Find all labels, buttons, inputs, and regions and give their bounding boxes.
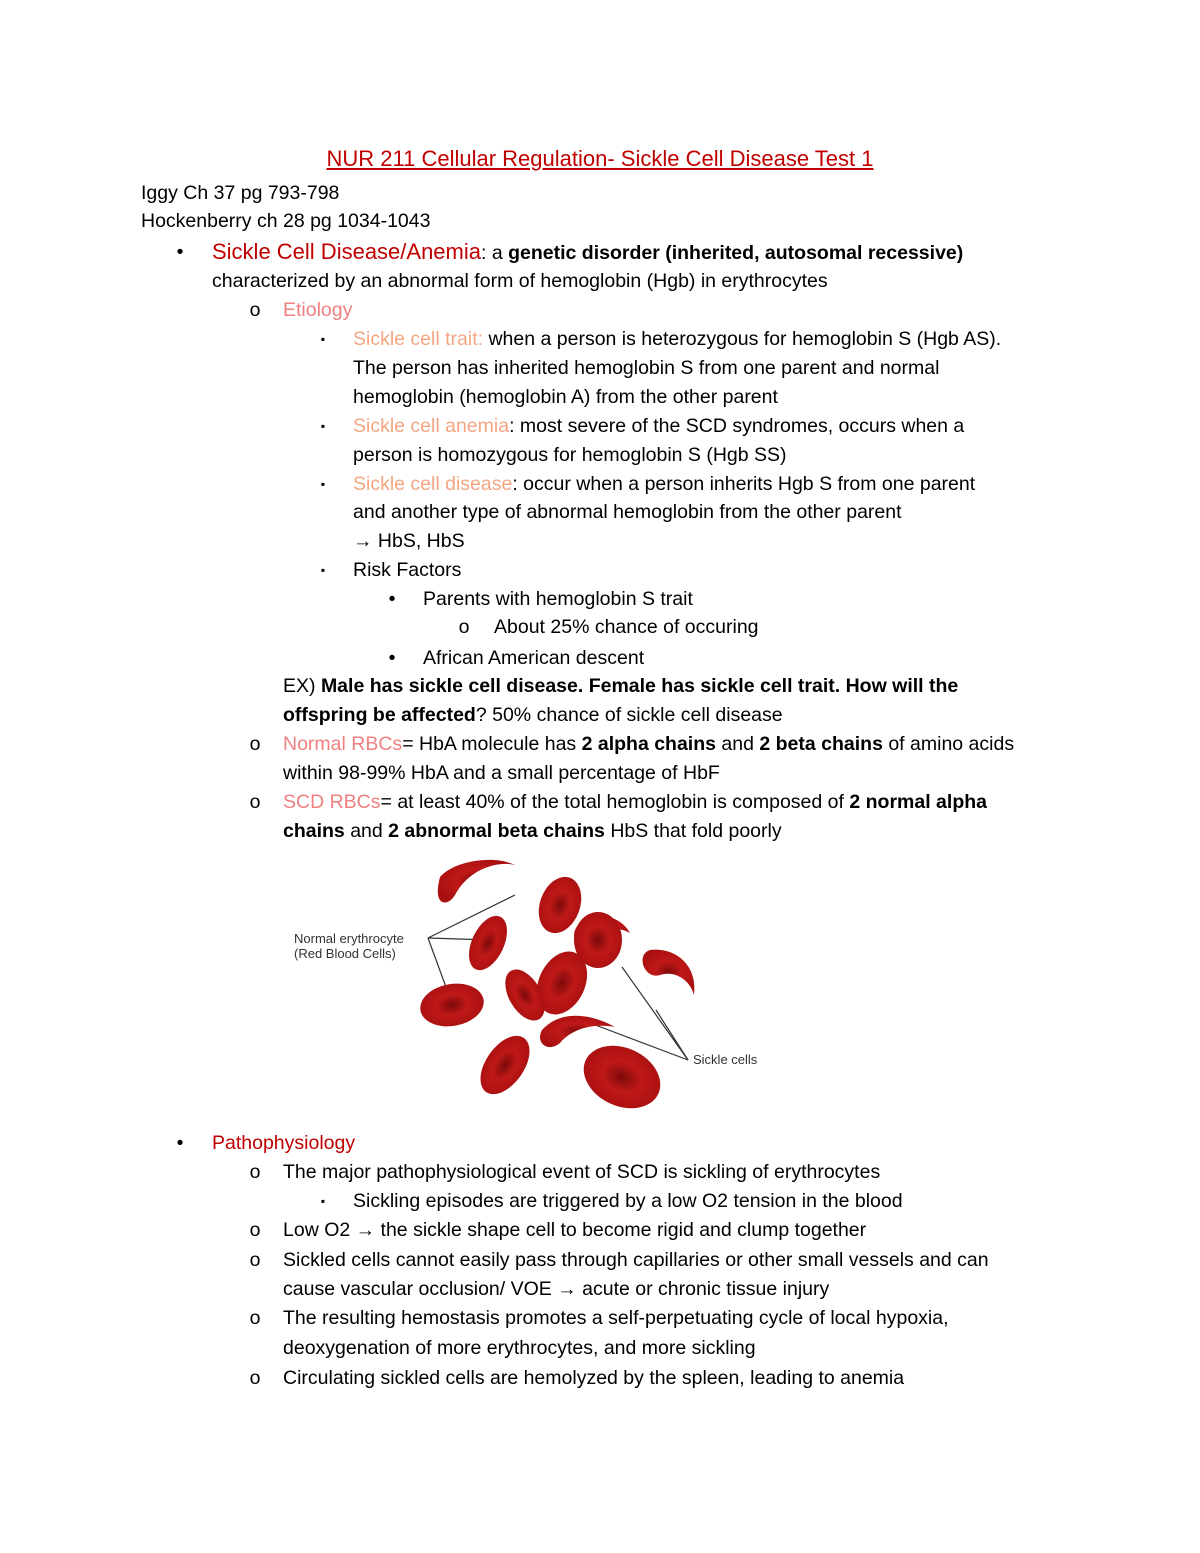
sickle-cells-label: Sickle cells: [693, 1052, 758, 1067]
circle-marker: o: [249, 1367, 261, 1389]
circle-marker: o: [249, 1249, 261, 1271]
patho-point-4: The resulting hemostasis promotes a self-perpetuating cycle of local hypoxia,: [283, 1307, 949, 1329]
disease-line-2: and another type of abnormal hemoglobin from the other parent: [353, 501, 902, 523]
square-marker: ▪: [320, 332, 326, 346]
sickle-cell: [540, 1016, 615, 1047]
trait-line-1: Sickle cell trait: when a person is heterozygous for hemoglobin S (Hgb AS).: [353, 328, 1002, 350]
circle-marker: o: [249, 299, 261, 321]
scd-rbc-line-1: SCD RBCs= at least 40% of the total hemoglobin is composed of 2 normal alpha: [283, 791, 987, 813]
risk-factor-1a: About 25% chance of occuring: [494, 616, 759, 638]
patho-point-4-cont: deoxygenation of more erythrocytes, and more sickling: [283, 1337, 756, 1359]
circle-marker: o: [249, 1219, 261, 1241]
bullet-marker: •: [176, 1132, 184, 1154]
arrow-icon: →: [353, 530, 373, 552]
example-line-1: EX) Male has sickle cell disease. Female has sickle cell trait. How will the: [283, 675, 959, 697]
bullet-marker: •: [388, 647, 396, 669]
patho-point-2: Low O2 → the sickle shape cell to become rigid and clump together: [283, 1219, 867, 1241]
circle-marker: o: [249, 1307, 261, 1329]
normal-erythrocyte: [461, 910, 515, 976]
square-marker: ▪: [320, 477, 326, 491]
patho-point-3: Sickled cells cannot easily pass through capillaries or other small vessels and can: [283, 1249, 989, 1271]
scd-term: Sickle Cell Disease/Anemia: [212, 239, 481, 264]
circle-marker: o: [249, 791, 261, 813]
patho-point-1a: Sickling episodes are triggered by a low O2 tension in the blood: [353, 1190, 903, 1212]
square-marker: ▪: [320, 563, 326, 577]
anemia-line-1: Sickle cell anemia: most severe of the SCD syndromes, occurs when a: [353, 415, 965, 437]
scd-definition: Sickle Cell Disease/Anemia: a genetic disorder (inherited, autosomal recessive): [212, 239, 964, 264]
trait-line-3: hemoglobin (hemoglobin A) from the other parent: [353, 386, 778, 408]
patho-heading: Pathophysiology: [212, 1132, 356, 1154]
ref-iggy: Iggy Ch 37 pg 793-798: [141, 182, 340, 204]
sickle-cell: [643, 950, 695, 995]
normal-rbc-line-1: Normal RBCs= HbA molecule has 2 alpha chains and 2 beta chains of amino acids: [283, 733, 1015, 755]
risk-factor-2: African American descent: [423, 647, 645, 669]
etiology-heading: Etiology: [283, 299, 353, 321]
ref-hockenberry: Hockenberry ch 28 pg 1034-1043: [141, 210, 431, 232]
trait-line-2: The person has inherited hemoglobin S from one parent and normal: [353, 357, 940, 379]
normal-rbc-line-2: within 98-99% HbA and a small percentage of HbF: [283, 762, 720, 784]
patho-point-5: Circulating sickled cells are hemolyzed by the spleen, leading to anemia: [283, 1367, 905, 1389]
anemia-line-2: person is homozygous for hemoglobin S (Hgb SS): [353, 444, 787, 466]
normal-erythrocyte-sublabel: (Red Blood Cells): [294, 946, 396, 961]
sickle-cell: [438, 860, 515, 903]
circle-marker: o: [249, 733, 261, 755]
bullet-marker: •: [176, 241, 184, 263]
circle-marker: o: [458, 616, 470, 638]
scd-definition-cont: characterized by an abnormal form of hemoglobin (Hgb) in erythrocytes: [212, 270, 828, 292]
patho-point-3-cont: cause vascular occlusion/ VOE → acute or chronic tissue injury: [283, 1278, 830, 1300]
sickle-cell-figure: [280, 855, 800, 1115]
circle-marker: o: [249, 1161, 261, 1183]
square-marker: ▪: [320, 1194, 326, 1208]
normal-erythrocyte-label: Normal erythrocyte: [294, 931, 404, 946]
example-line-2: offspring be affected? 50% chance of sickle cell disease: [283, 704, 783, 726]
normal-erythrocyte: [417, 979, 487, 1031]
arrow-icon: →: [355, 1219, 376, 1241]
disease-line-3: → HbS, HbS: [353, 530, 465, 552]
square-marker: ▪: [320, 419, 326, 433]
normal-erythrocyte: [471, 1027, 540, 1103]
arrow-icon: →: [557, 1278, 577, 1300]
disease-line-1: Sickle cell disease: occur when a person inherits Hgb S from one parent: [353, 473, 976, 495]
document-title: NUR 211 Cellular Regulation- Sickle Cell Disease Test 1: [326, 146, 874, 171]
risk-factors-heading: Risk Factors: [353, 559, 462, 581]
bullet-marker: •: [388, 588, 396, 610]
normal-erythrocyte: [573, 1034, 670, 1115]
risk-factor-1: Parents with hemoglobin S trait: [423, 588, 693, 610]
scd-rbc-line-2: chains and 2 abnormal beta chains HbS that fold poorly: [283, 820, 782, 842]
patho-point-1: The major pathophysiological event of SCD is sickling of erythrocytes: [283, 1161, 881, 1183]
